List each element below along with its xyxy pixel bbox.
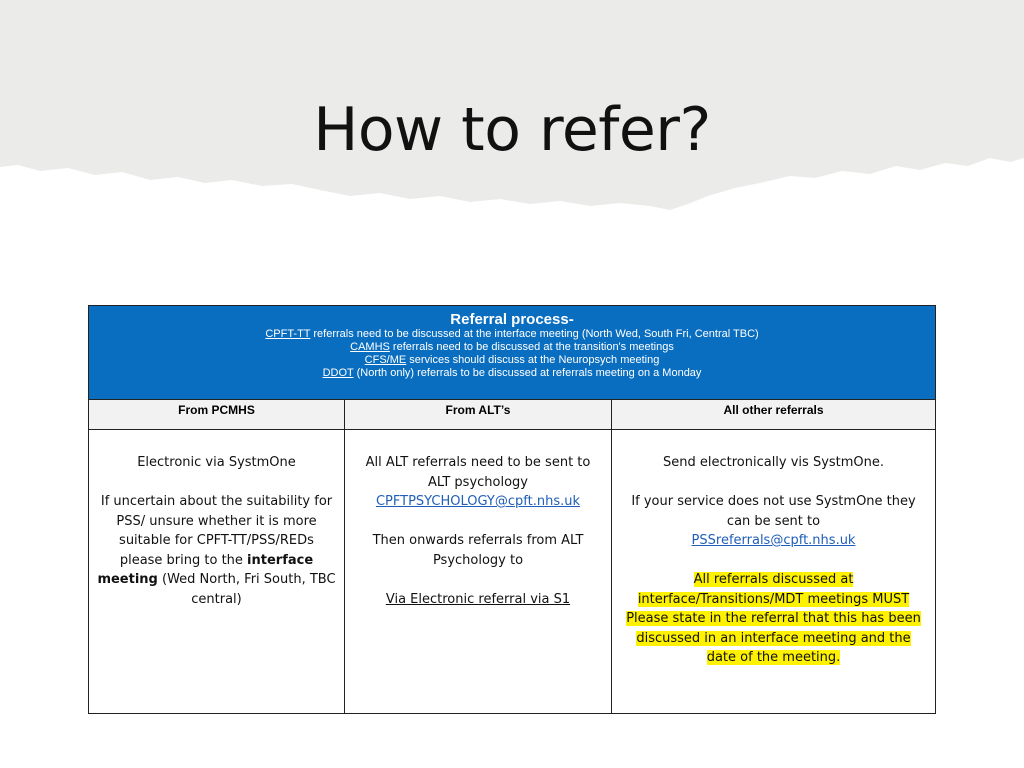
alt-instructions: All ALT referrals need to be sent to ALT psychology <box>365 455 591 490</box>
pcmhs-method: Electronic via SystmOne <box>137 455 296 470</box>
alt-psychology-email-link[interactable]: CPFTPSYCHOLOGY@cpft.nhs.uk <box>375 494 581 509</box>
referral-table <box>88 305 936 714</box>
header-line-text: services should discuss at the Neuropsych meeting <box>406 354 660 366</box>
highlighted-notice: All referrals discussed at interface/Transitions/MDT meetings MUST Please state in the referral that this has been discussed in an interface meeting and the date of the meeting. <box>626 572 921 665</box>
header-line-cpft-tt <box>93 328 931 341</box>
cfs-me-link[interactable]: CFS/ME <box>364 354 407 366</box>
other-method: Send electronically vis SystmOne. <box>662 455 885 470</box>
interface-meeting-bold: interface meeting <box>97 552 314 587</box>
column-header-alts: From ALT’s <box>345 400 612 430</box>
column-header-pcmhs: From PCMHS <box>89 400 345 430</box>
camhs-link[interactable]: CAMHS <box>350 341 390 353</box>
header-line-text: referrals need to be discussed at the interface meeting (North Wed, South Fri, Central TBC) <box>310 328 759 340</box>
alts-cell <box>345 430 612 714</box>
other-referrals-cell <box>612 430 936 714</box>
header-line-text: referrals need to be discussed at the transition's meetings <box>389 341 674 353</box>
pcmhs-cell <box>89 430 345 714</box>
header-line-camhs <box>93 341 931 354</box>
pcmhs-uncertain-text: If uncertain about the suitability for PSS/ unsure whether it is more suitable for CPFT-TT/PSS/REDs please bring to the interface meeting (Wed North, Fri South, TBC central) <box>97 494 336 607</box>
referral-process-header <box>89 306 936 400</box>
header-line-text: (North only) referrals to be discussed at referrals meeting on a Monday <box>353 367 702 379</box>
column-header-other: All other referrals <box>612 400 936 430</box>
ddot-link[interactable]: DDOT <box>322 367 354 379</box>
pss-referrals-email-link[interactable]: PSSreferrals@cpft.nhs.uk <box>691 533 856 548</box>
header-line-ddot <box>93 367 931 380</box>
electronic-referral-link[interactable]: Via Electronic referral via S1 <box>385 591 571 607</box>
slide-title: How to refer? <box>313 95 711 165</box>
alt-onwards-text: Then onwards referrals from ALT Psychology to <box>372 533 584 568</box>
other-no-systmone-text: If your service does not use SystmOne they can be sent to <box>631 494 916 529</box>
header-line-cfs-me <box>93 354 931 367</box>
referral-process-title: Referral process- <box>450 311 574 328</box>
cpft-tt-link[interactable]: CPFT-TT <box>265 328 311 340</box>
